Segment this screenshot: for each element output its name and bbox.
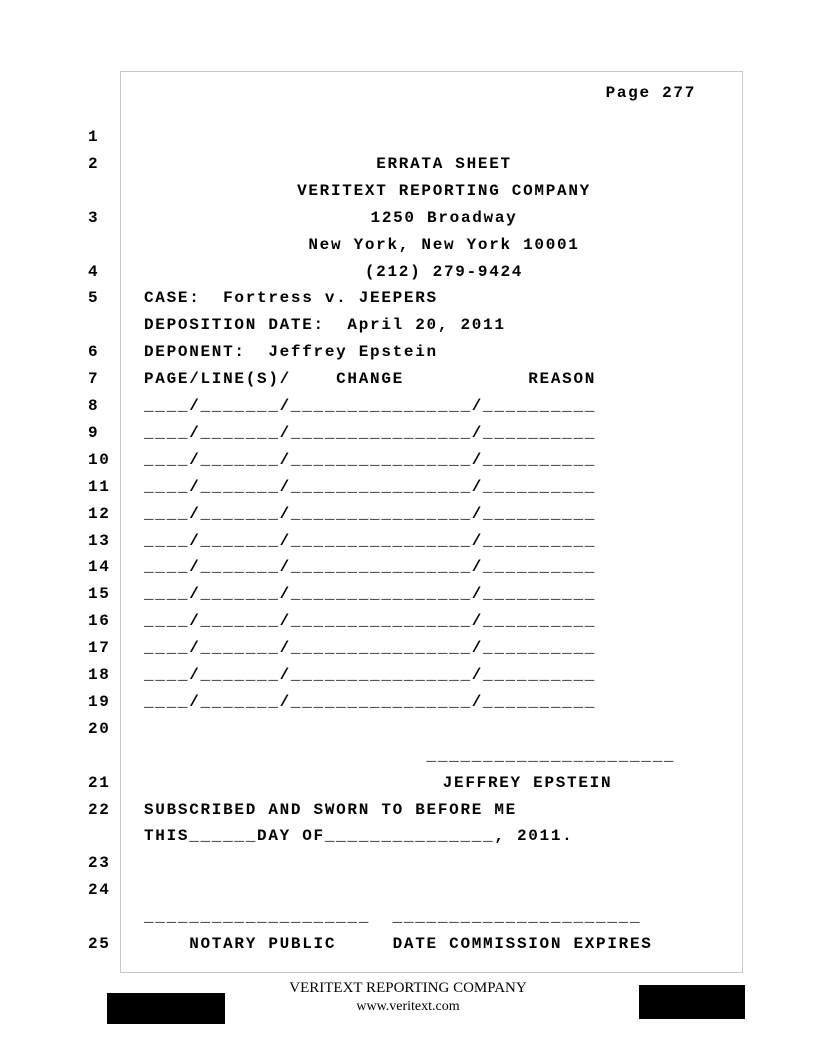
line-number: 25 [88, 935, 111, 953]
footer-company: VERITEXT REPORTING COMPANY [289, 980, 527, 996]
line-number: 12 [88, 504, 111, 523]
line-text: JEFFREY EPSTEIN [442, 773, 613, 792]
line-text: ____/_______/________________/__________ [144, 397, 597, 415]
line-text: ____/_______/________________/__________ [144, 666, 597, 684]
line-text: ____/_______/________________/__________ [144, 585, 597, 604]
transcript-line [0, 422, 816, 444]
transcript-line [0, 556, 816, 578]
transcript-line [0, 449, 816, 471]
line-number: 23 [88, 854, 111, 873]
line-text: NOTARY PUBLIC DATE COMMISSION EXPIRES [144, 935, 653, 953]
line-text: ____________________ ______________________ [144, 908, 642, 927]
line-text: New York, New York 10001 [308, 235, 580, 254]
line-number: 24 [88, 881, 111, 900]
transcript-line [0, 207, 816, 229]
line-number: 21 [88, 773, 111, 792]
line-text: ____/_______/________________/__________ [144, 450, 597, 469]
line-number: 11 [88, 477, 111, 496]
transcript-line [0, 530, 816, 552]
transcript-line [0, 825, 816, 847]
line-number: 10 [88, 450, 111, 469]
line-number: 20 [88, 719, 111, 738]
transcript-line [0, 583, 816, 605]
transcript-line [0, 772, 816, 794]
line-number: 17 [88, 639, 111, 658]
line-text: ____/_______/________________/__________ [144, 692, 597, 711]
transcript-line [0, 368, 816, 390]
line-text: ____/_______/________________/__________ [144, 423, 597, 442]
transcript-line [0, 664, 816, 686]
transcript-line [0, 476, 816, 498]
transcript-line [0, 287, 816, 309]
line-text: SUBSCRIBED AND SWORN TO BEFORE ME [144, 800, 517, 819]
line-text: CASE: Fortress v. JEEPERS [144, 289, 438, 308]
transcript-line [0, 637, 816, 659]
line-number: 22 [88, 800, 111, 819]
line-number: 14 [88, 558, 111, 577]
transcript-line [0, 691, 816, 713]
line-number: 3 [88, 208, 100, 227]
line-text: DEPOSITION DATE: April 20, 2011 [144, 316, 506, 335]
line-number: 2 [88, 154, 100, 173]
line-number: 19 [88, 692, 111, 711]
transcript-line [0, 799, 816, 821]
transcript-line [0, 126, 816, 148]
line-text: ____/_______/________________/__________ [144, 558, 597, 577]
line-number: 7 [88, 370, 100, 389]
line-number: 13 [88, 531, 111, 550]
transcript-line [0, 153, 816, 175]
line-text: (212) 279-9424 [364, 262, 524, 281]
transcript-line [0, 610, 816, 632]
line-text: ____/_______/________________/__________ [144, 477, 597, 496]
transcript-line [0, 745, 816, 767]
line-text: ERRATA SHEET [376, 154, 512, 173]
transcript-line [0, 879, 816, 901]
line-text: ____/_______/________________/__________ [144, 531, 597, 550]
line-text: ____/_______/________________/__________ [144, 612, 597, 631]
line-text: ____/_______/________________/__________ [144, 639, 597, 658]
transcript-line [0, 234, 816, 256]
transcript-line [0, 503, 816, 525]
transcript-line [0, 314, 816, 336]
line-number: 4 [88, 262, 100, 281]
line-number: 1 [88, 128, 100, 146]
transcript-line [0, 933, 816, 955]
line-text: DEPONENT: Jeffrey Epstein [144, 343, 438, 362]
line-number: 8 [88, 397, 100, 415]
line-text: 1250 Broadway [370, 208, 518, 227]
line-number: 6 [88, 343, 100, 362]
page-number: Page 277 [605, 84, 696, 102]
transcript-line [0, 395, 816, 417]
transcript-line [0, 261, 816, 283]
line-number: 18 [88, 666, 111, 684]
line-text: PAGE/LINE(S)/ CHANGE REASON [144, 370, 597, 389]
transcript-line [0, 906, 816, 928]
redaction-box-left [107, 993, 225, 1024]
line-text: ____/_______/________________/__________ [144, 504, 597, 523]
transcript-line [0, 852, 816, 874]
line-number: 16 [88, 612, 111, 631]
transcript-line [0, 718, 816, 740]
line-text: VERITEXT REPORTING COMPANY [297, 181, 591, 200]
line-number: 9 [88, 423, 100, 442]
redaction-box-right [639, 985, 745, 1019]
transcript-line [0, 180, 816, 202]
line-number: 5 [88, 289, 100, 308]
line-number: 15 [88, 585, 111, 604]
transcript-line [0, 341, 816, 363]
line-text: THIS______DAY OF_______________, 2011. [144, 827, 574, 846]
line-text: ______________________ [144, 746, 676, 765]
footer-website: www.veritext.com [356, 999, 460, 1014]
